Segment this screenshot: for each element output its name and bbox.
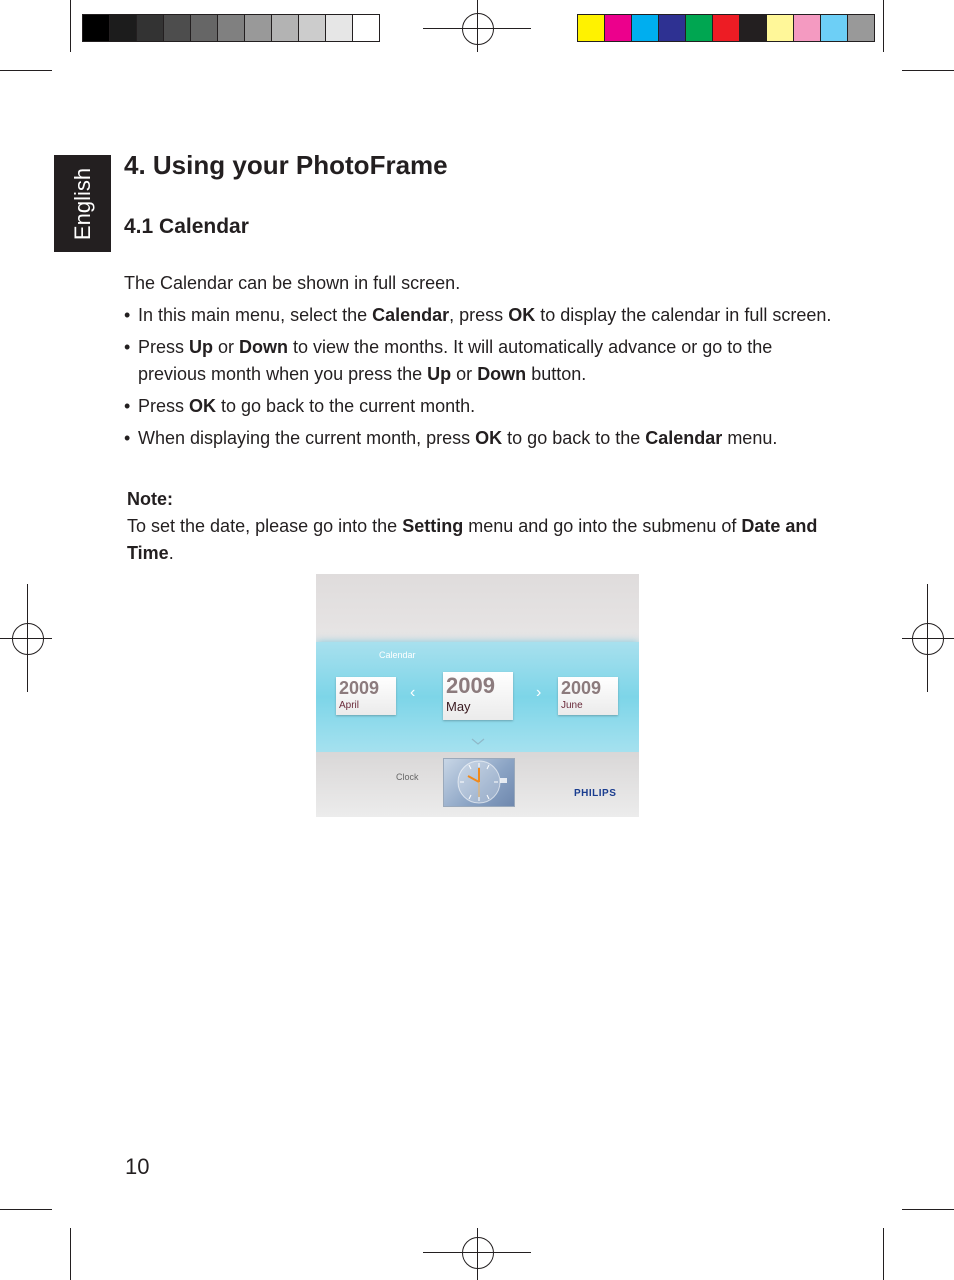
instruction-item (124, 302, 834, 329)
month-card-year: 2009 (446, 673, 495, 698)
chevron-right-icon: › (536, 684, 542, 701)
color-swatch (578, 15, 605, 41)
color-swatch (632, 15, 659, 41)
instruction-text: In this main menu, select the (138, 305, 373, 325)
instruction-emphasis: OK (508, 305, 536, 325)
color-swatch (137, 15, 164, 41)
note-text: menu and go into the submenu of (463, 516, 742, 536)
color-swatch (659, 15, 686, 41)
language-tab (54, 155, 111, 252)
instruction-list (124, 302, 834, 457)
note-block (127, 486, 837, 567)
brand-logo: PHILIPS (574, 788, 617, 799)
grayscale-swatch-strip (82, 14, 380, 42)
color-swatch (218, 15, 245, 41)
color-swatch (83, 15, 110, 41)
instruction-emphasis: OK (189, 396, 217, 416)
color-swatch (191, 15, 218, 41)
language-label: English (69, 167, 95, 240)
month-card-month: April (339, 700, 360, 711)
instruction-item (124, 425, 834, 452)
chapter-title: 4. Using your PhotoFrame (124, 150, 448, 180)
page-number: 10 (125, 1154, 150, 1179)
note-text: . (168, 543, 174, 563)
instruction-item (124, 334, 834, 388)
instruction-text: Press (138, 396, 190, 416)
note-text (127, 516, 817, 563)
instruction-item (124, 393, 834, 420)
instruction-emphasis: Calendar (645, 428, 723, 448)
instruction-text: menu. (722, 428, 778, 448)
instruction-text: When displaying the current month, press (138, 428, 476, 448)
month-card-month: June (561, 700, 583, 711)
color-swatch (110, 15, 137, 41)
instruction-emphasis: OK (475, 428, 503, 448)
color-swatch (821, 15, 848, 41)
clock-thumbnail (443, 758, 515, 807)
section-title: 4.1 Calendar (124, 215, 249, 238)
clock-menu-label: Clock (396, 772, 419, 782)
color-swatch (326, 15, 353, 41)
chevron-left-icon: ‹ (410, 684, 416, 701)
color-swatch (713, 15, 740, 41)
color-swatch (740, 15, 767, 41)
instruction-text: to display the calendar in full screen. (535, 305, 832, 325)
month-card-previous (336, 677, 396, 715)
instruction-text: to go back to the current month. (216, 396, 476, 416)
intro-paragraph: The Calendar can be shown in full screen. (124, 273, 461, 293)
instruction-emphasis: Down (239, 337, 289, 357)
calendar-menu-label: Calendar (379, 650, 416, 660)
instruction-text: or (451, 364, 478, 384)
instruction-text: to go back to the (502, 428, 646, 448)
instruction-text: button. (526, 364, 587, 384)
color-swatch (164, 15, 191, 41)
calendar-screenshot (316, 574, 639, 817)
month-card-month: May (446, 699, 471, 714)
note-emphasis: Date and Time (127, 516, 818, 563)
color-swatch (794, 15, 821, 41)
instruction-emphasis: Up (427, 364, 452, 384)
note-text: To set the date, please go into the (127, 516, 403, 536)
clock-icon (444, 759, 514, 806)
instruction-emphasis: Calendar (372, 305, 450, 325)
color-swatch (605, 15, 632, 41)
month-card-next (558, 677, 618, 715)
instruction-text: Press (138, 337, 190, 357)
chevron-down-icon (471, 738, 485, 746)
instruction-text: , press (449, 305, 509, 325)
color-swatch (272, 15, 299, 41)
color-swatch (353, 15, 379, 41)
color-swatch (245, 15, 272, 41)
color-swatch (767, 15, 794, 41)
color-swatch (848, 15, 874, 41)
color-swatch (299, 15, 326, 41)
instruction-emphasis: Up (189, 337, 214, 357)
month-card-year: 2009 (339, 678, 380, 698)
instruction-text: or (213, 337, 240, 357)
note-label: Note: (127, 489, 173, 509)
color-swatch-strip (577, 14, 875, 42)
instruction-text: to view the months. It will automatically advance or go to the previous month when you press the (138, 337, 773, 384)
month-card-year: 2009 (561, 678, 602, 698)
instruction-emphasis: Down (477, 364, 527, 384)
note-emphasis: Setting (402, 516, 464, 536)
color-swatch (686, 15, 713, 41)
month-card-current (443, 672, 513, 720)
